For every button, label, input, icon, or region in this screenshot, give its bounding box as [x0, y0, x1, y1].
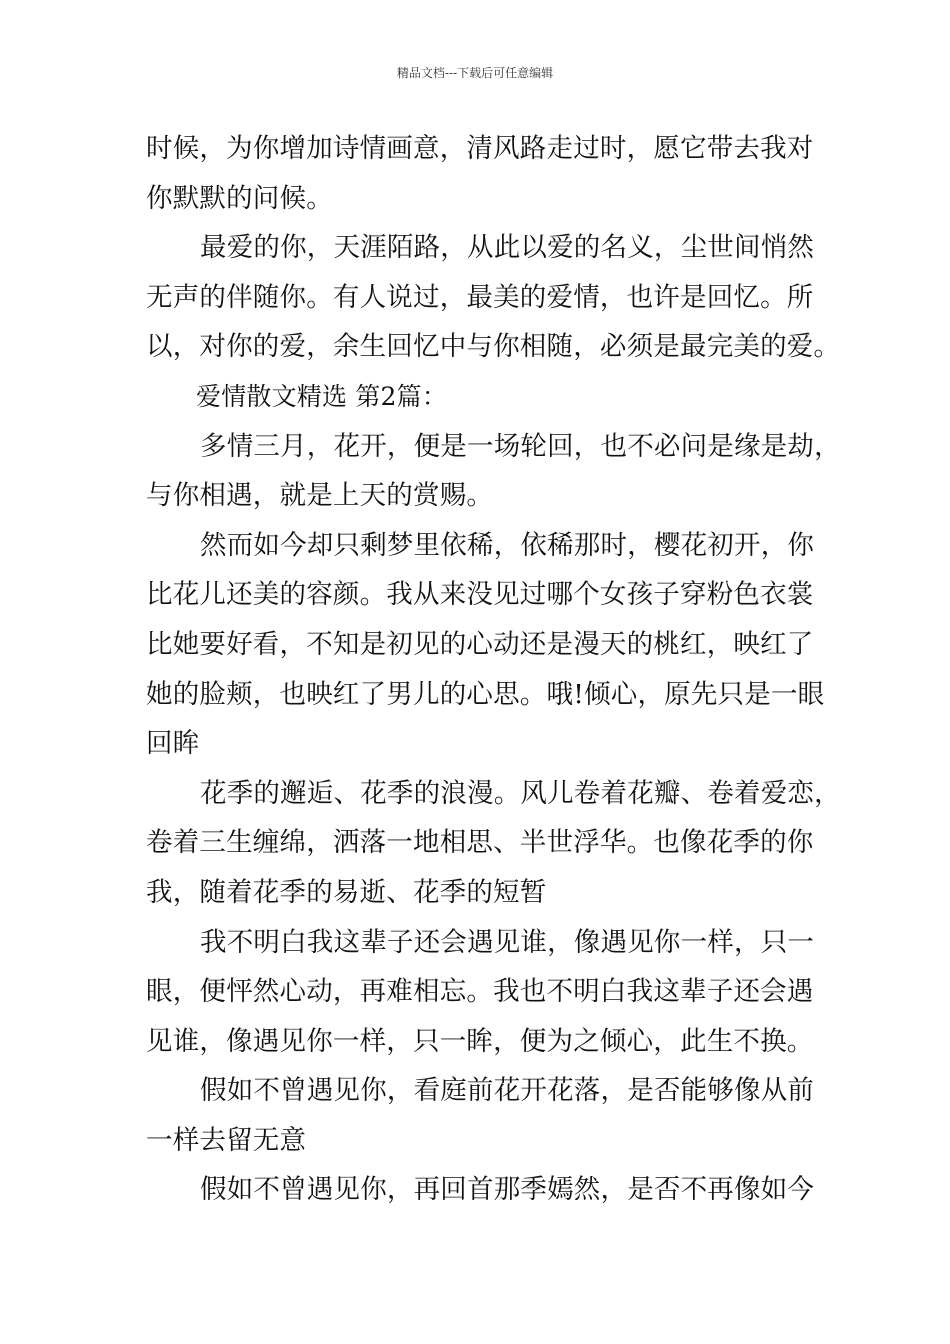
paragraph-start-line: 假如不曾遇见你，看庭前花开花落，是否能够像从前	[200, 1075, 815, 1107]
text-line: 她的脸颊，也映红了男儿的心思。哦!倾心，原先只是一眼	[146, 678, 825, 710]
text-line: 眼，便怦然心动，再难相忘。我也不明白我这辈子还会遇	[146, 976, 814, 1008]
paragraph-start-line: 然而如今却只剩梦里依稀，依稀那时，樱花初开，你	[200, 529, 815, 561]
document-body	[146, 124, 841, 1215]
text-line: 无声的伴随你。有人说过，最美的爱情，也许是回忆。所	[146, 281, 814, 313]
paragraph-start-line: 花季的邂逅、花季的浪漫。风儿卷着花瓣、卷着爱恋，	[200, 777, 841, 809]
text-line: 一样去留无意	[146, 1124, 307, 1156]
text-line: 见谁，像遇见你一样，只一眸，便为之倾心，此生不换。	[146, 1025, 814, 1057]
section-heading: 爱情散文精选 第2篇：	[196, 381, 448, 411]
text-line: 我，随着花季的易逝、花季的短暂	[146, 876, 547, 908]
paragraph-start-line: 最爱的你，天涯陌路，从此以爱的名义，尘世间悄然	[200, 232, 815, 264]
paragraph-start-line: 多情三月，花开，便是一场轮回，也不必问是缘是劫，	[200, 430, 841, 462]
text-line: 回眸	[146, 728, 200, 760]
paragraph-start-line: 我不明白我这辈子还会遇见谁，像遇见你一样，只一	[200, 926, 815, 958]
text-line: 以，对你的爱，余生回忆中与你相随，必须是最完美的爱。	[146, 331, 841, 363]
text-line: 比花儿还美的容颜。我从来没见过哪个女孩子穿粉色衣裳	[146, 579, 814, 611]
text-line: 与你相遇，就是上天的赏赐。	[146, 480, 494, 512]
text-line: 你默默的问候。	[146, 182, 333, 214]
paragraph-start-line: 假如不曾遇见你，再回首那季嫣然，是否不再像如今	[200, 1174, 815, 1206]
text-line: 卷着三生缠绵，洒落一地相思、半世浮华。也像花季的你	[146, 827, 814, 859]
text-line: 时候，为你增加诗情画意，清风路走过时，愿它带去我对	[146, 133, 814, 164]
text-line: 比她要好看，不知是初见的心动还是漫天的桃红，映红了	[146, 628, 814, 660]
page-header: 精品文档---下载后可任意编辑	[396, 66, 554, 80]
